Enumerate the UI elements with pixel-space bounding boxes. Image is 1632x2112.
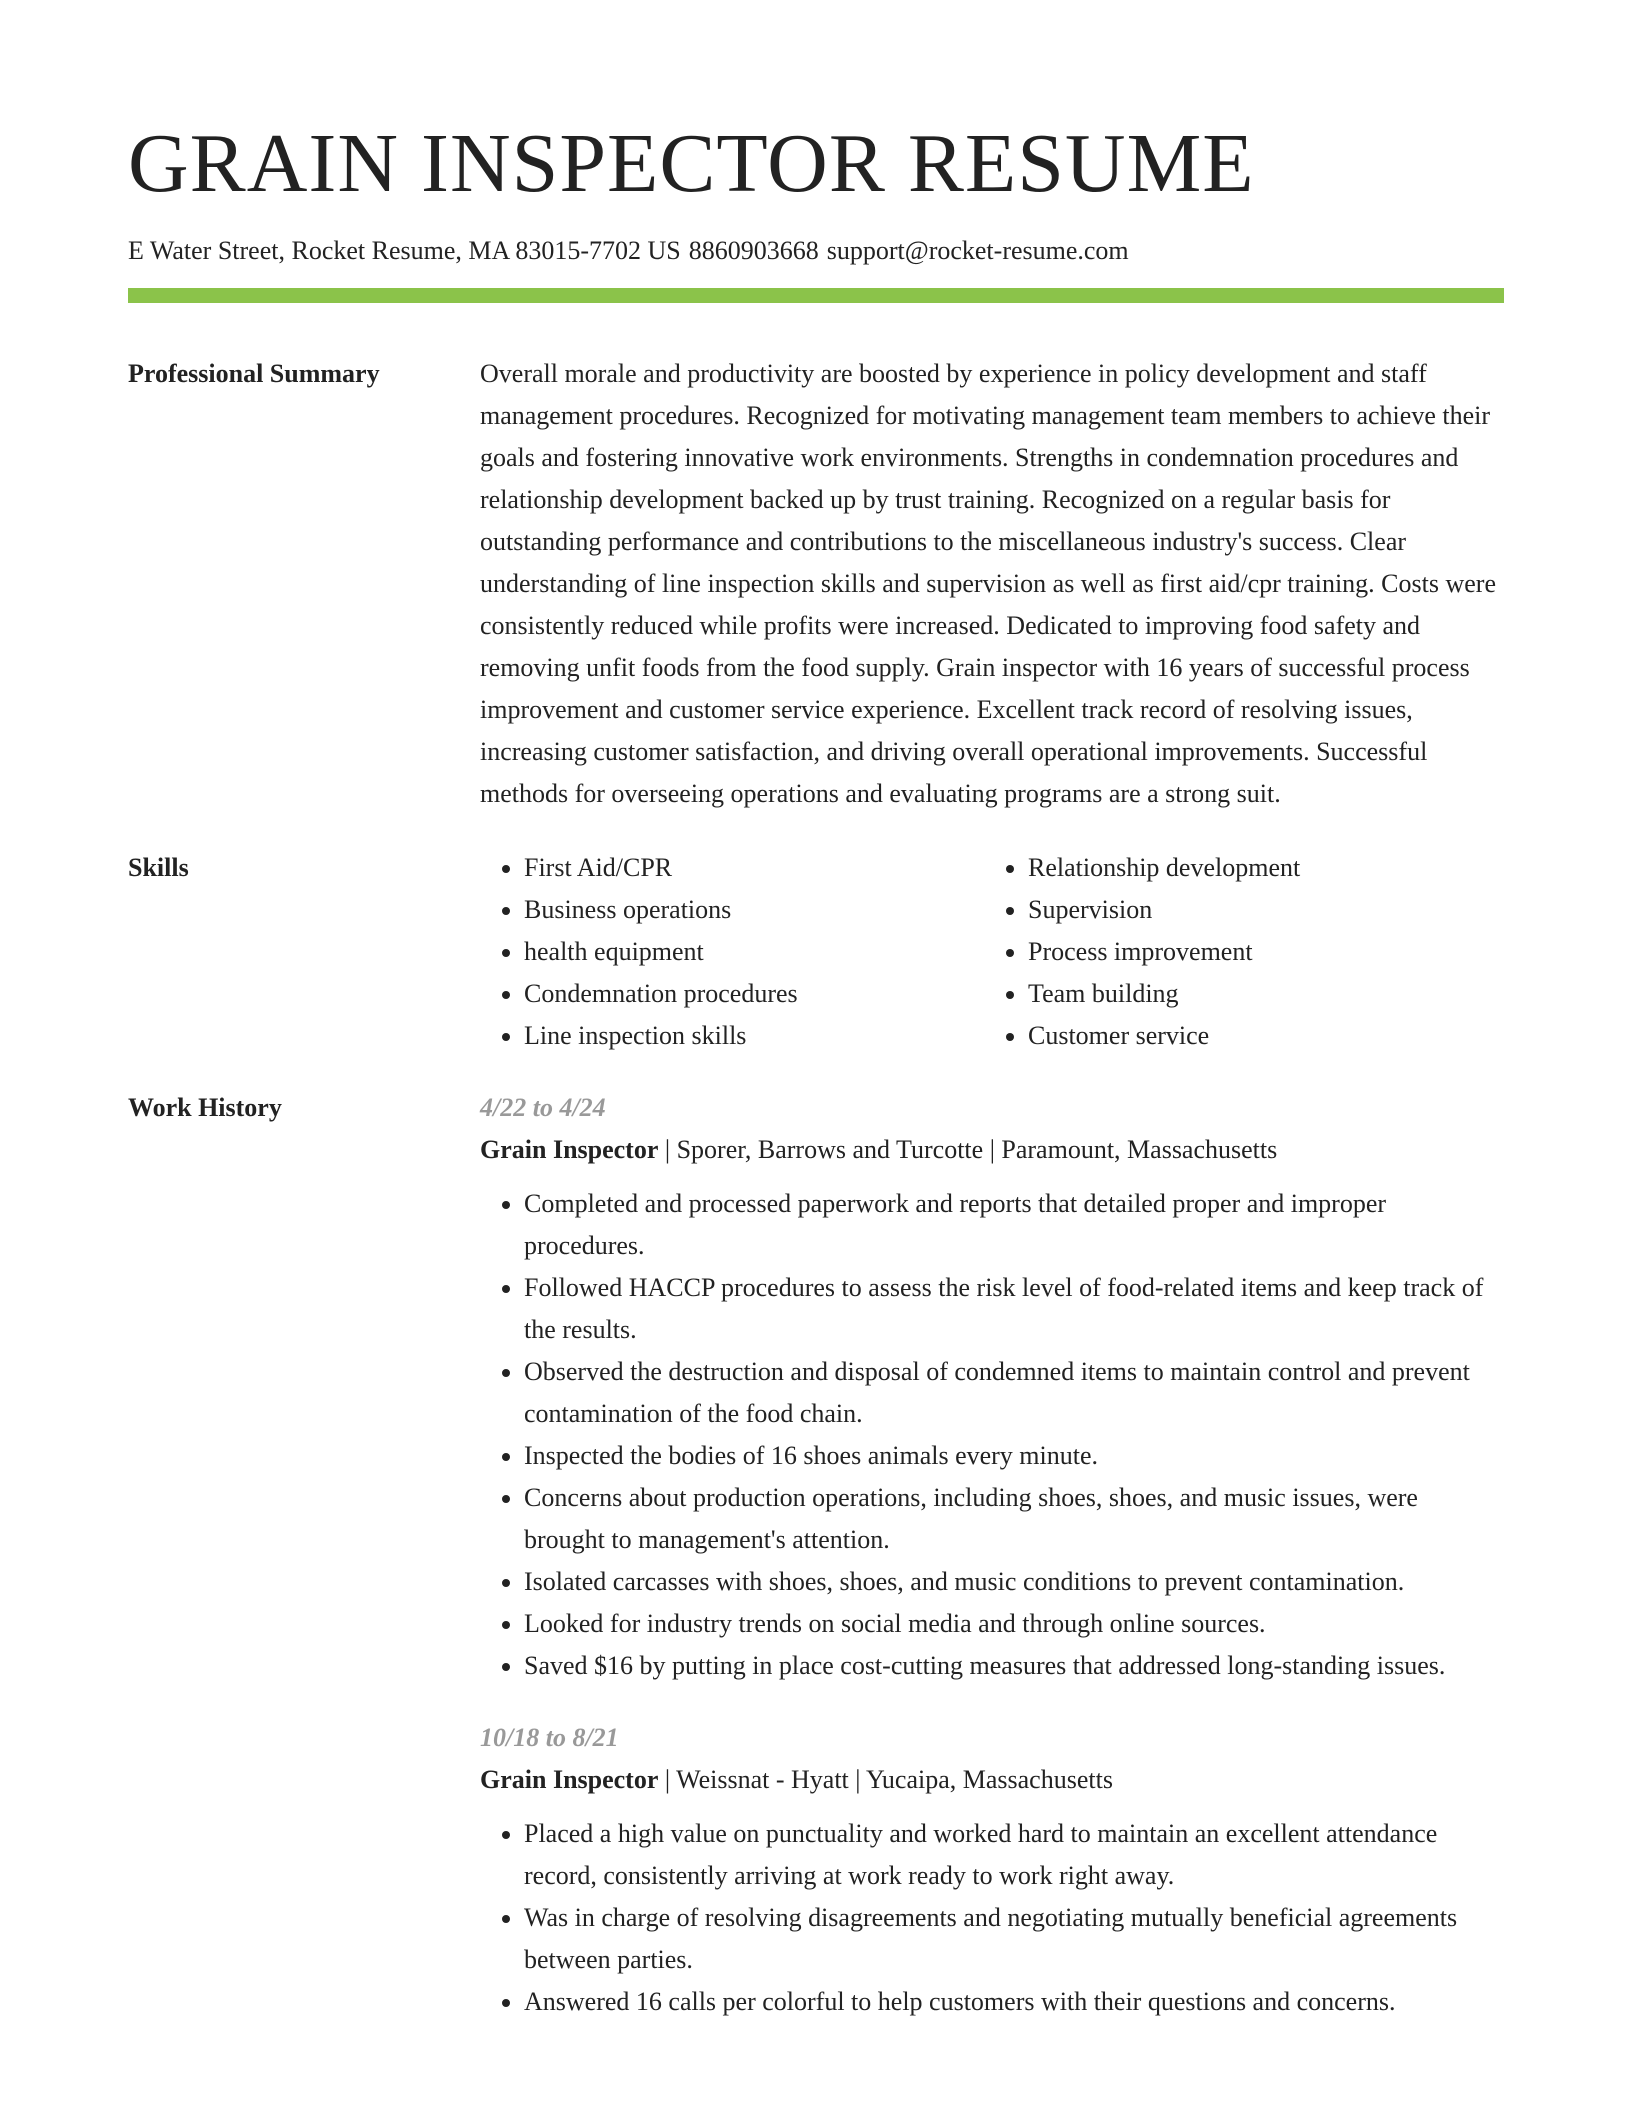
- job-bullet: • Followed HACCP procedures to assess the risk level of food-related items and keep track of the results.: [524, 1267, 1504, 1351]
- job-bullet: • Placed a high value on punctuality and worked hard to maintain an excellent attendance record, consistently arriving at work ready to work right away.: [524, 1813, 1504, 1897]
- resume-page: [128, 118, 1504, 2023]
- contact-line: [128, 234, 1504, 268]
- summary-text: Overall morale and productivity are boosted by experience in policy development and staff management procedures. Recognized for motivating management team members to achieve their goals and fostering innovative work environments. Strengths in condemnation procedures and relationship development backed up by trust training. Recognized on a regular basis for outstanding performance and contributions to the miscellaneous industry's success. Clear understanding of line inspection skills and supervision as well as first aid/cpr training. Costs were consistently reduced while profits were increased. Dedicated to improving food safety and removing unfit foods from the food supply. Grain inspector with 16 years of successful process improvement and customer service experience. Excellent track record of resolving issues, increasing customer satisfaction, and driving overall operational improvements. Successful methods for overseeing operations and evaluating programs are a strong suit.: [480, 359, 1496, 809]
- contact-email: support@rocket-resume.com: [826, 236, 1129, 266]
- job-bullets: [480, 1813, 1504, 2023]
- job-bullet: • Was in charge of resolving disagreements and negotiating mutually beneficial agreements between parties.: [524, 1897, 1504, 1981]
- job-bullet: • Saved $16 by putting in place cost-cutting measures that addressed long-standing issues.: [524, 1645, 1504, 1687]
- job-bullet: • Answered 16 calls per colorful to help customers with their questions and concerns.: [524, 1981, 1504, 2023]
- job-bullet: • Looked for industry trends on social media and through online sources.: [524, 1603, 1504, 1645]
- job-entry: [480, 1717, 1504, 2023]
- job-bullet: • Isolated carcasses with shoes, shoes, and music conditions to prevent contamination.: [524, 1561, 1504, 1603]
- summary-label: Professional Summary: [128, 359, 380, 389]
- resume-title: GRAIN INSPECTOR RESUME: [128, 117, 1255, 210]
- job-dates: 4/22 to 4/24: [480, 1093, 606, 1123]
- job-bullet: • Concerns about production operations, including shoes, shoes, and music issues, were brought to management's attention.: [524, 1477, 1504, 1561]
- skill-item: • First Aid/CPR: [524, 847, 984, 889]
- summary-section: [128, 353, 1504, 815]
- job-title: Grain Inspector: [480, 1135, 659, 1165]
- job-details: | Weissnat - Hyatt | Yucaipa, Massachusetts: [658, 1765, 1113, 1795]
- skills-label: Skills: [128, 853, 189, 883]
- skill-item: • Relationship development: [1028, 847, 1488, 889]
- job-details: | Sporer, Barrows and Turcotte | Paramount, Massachusetts: [658, 1135, 1278, 1165]
- job-dates: 10/18 to 8/21: [480, 1723, 619, 1753]
- skill-item: • Team building: [1028, 973, 1488, 1015]
- skills-section: [128, 847, 1504, 1057]
- job-bullets: [480, 1183, 1504, 1687]
- job-heading: [480, 1129, 1504, 1171]
- job-title: Grain Inspector: [480, 1765, 659, 1795]
- skill-item: • health equipment: [524, 931, 984, 973]
- skill-item: • Process improvement: [1028, 931, 1488, 973]
- job-bullet: • Observed the destruction and disposal of condemned items to maintain control and prevent contamination of the food chain.: [524, 1351, 1504, 1435]
- skill-item: • Customer service: [1028, 1015, 1488, 1057]
- work-history-body: [480, 1087, 1504, 2023]
- skill-item: • Line inspection skills: [524, 1015, 984, 1057]
- contact-address: E Water Street, Rocket Resume, MA 83015-7702 US: [128, 236, 681, 266]
- job-heading: [480, 1759, 1504, 1801]
- skill-item: • Business operations: [524, 889, 984, 931]
- job-bullet: • Inspected the bodies of 16 shoes animals every minute.: [524, 1435, 1504, 1477]
- job-bullet: • Completed and processed paperwork and reports that detailed proper and improper procedures.: [524, 1183, 1504, 1267]
- work-history-section: [128, 1087, 1504, 2023]
- contact-phone: 8860903668: [688, 236, 819, 266]
- skills-columns: [480, 847, 1504, 1057]
- job-entry: [480, 1087, 1504, 1687]
- work-history-label: Work History: [128, 1093, 282, 1123]
- skills-list-right: [984, 847, 1488, 1057]
- skill-item: • Supervision: [1028, 889, 1488, 931]
- skills-list-left: [480, 847, 984, 1057]
- skill-item: • Condemnation procedures: [524, 973, 984, 1015]
- header-divider: [128, 288, 1504, 303]
